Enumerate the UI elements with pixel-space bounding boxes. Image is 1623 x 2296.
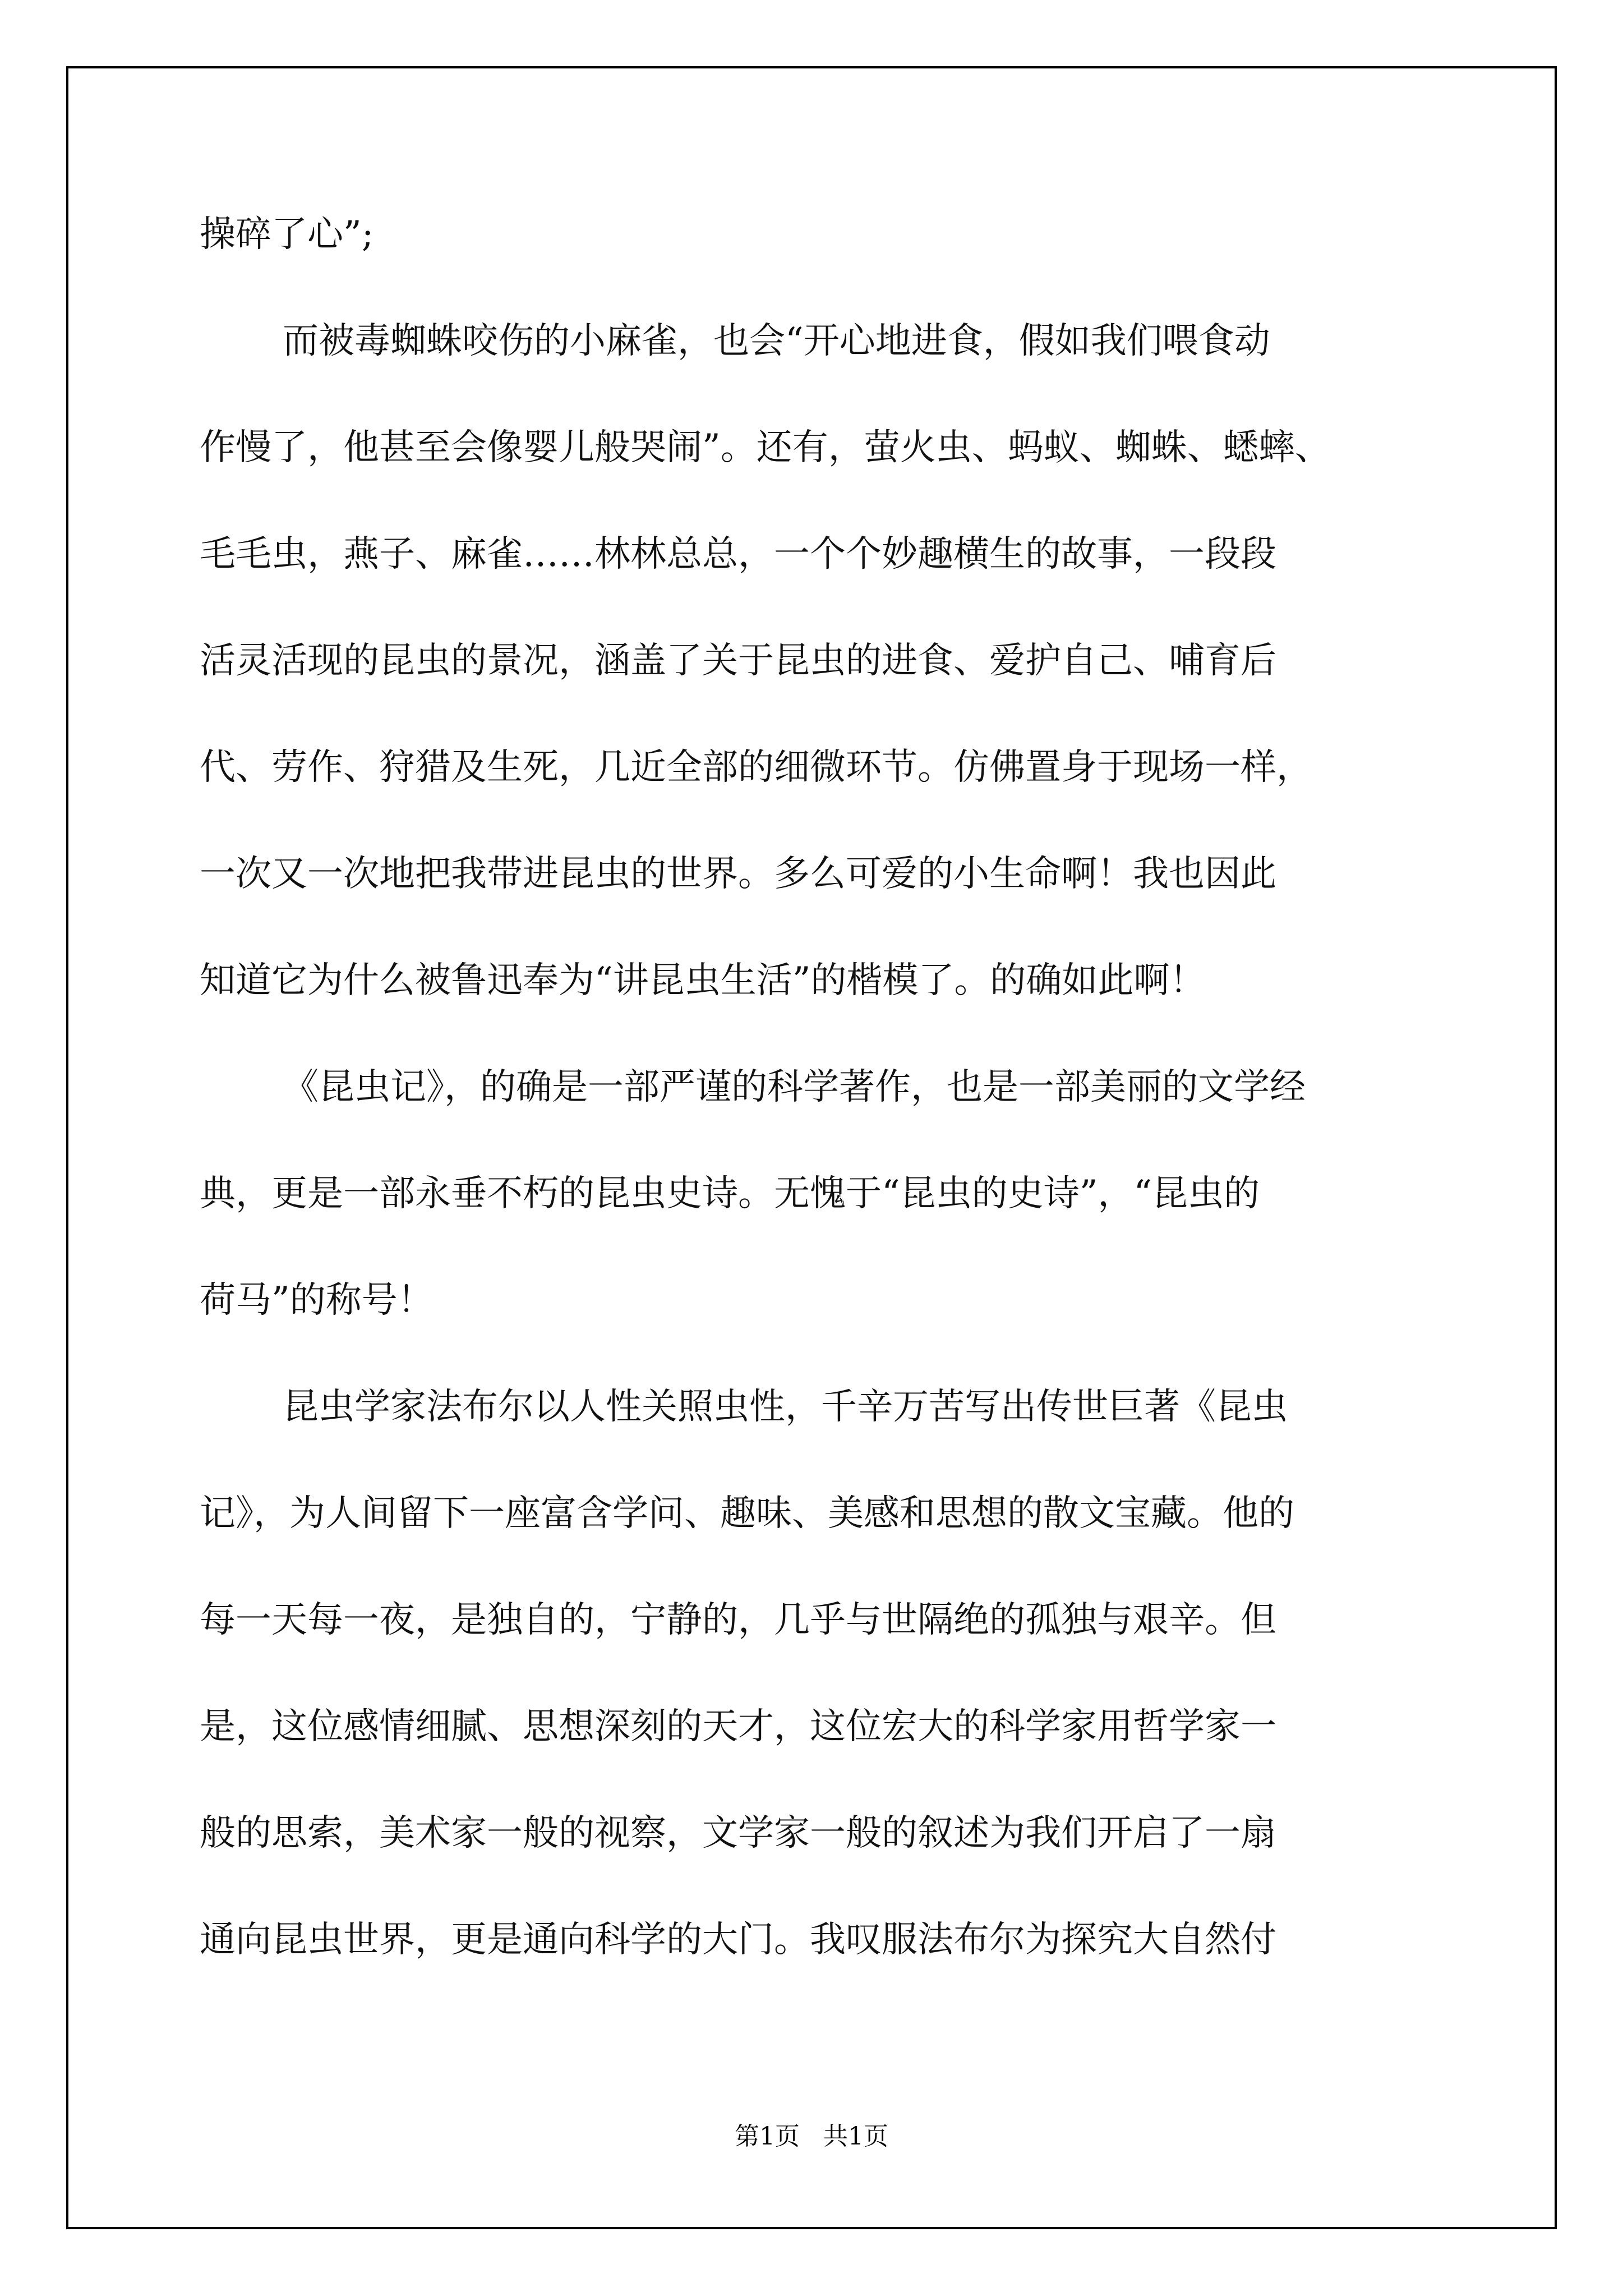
text-line: 记》，为人间留下一座富含学问、趣味、美感和思想的散文宝藏。他的 [200, 1493, 1294, 1534]
text-line: 知道它为什么被鲁迅奉为“讲昆虫生活”的楷模了。的确如此啊！ [200, 960, 1206, 1001]
document-body [200, 214, 1445, 2028]
text-line: 毛毛虫，燕子、麻雀……林林总总，一个个妙趣横生的故事，一段段 [200, 533, 1276, 575]
text-line: 活灵活现的昆虫的景况，涵盖了关于昆虫的进食、爱护自己、哺育后 [200, 640, 1276, 682]
text-line: 是，这位感情细腻、思想深刻的天才，这位宏大的科学家用哲学家一 [200, 1706, 1276, 1747]
text-line: 操碎了心”; [200, 214, 374, 255]
text-line: 代、劳作、狩猎及生死，几近全部的细微环节。仿佛置身于现场一样， [200, 747, 1312, 788]
text-line: 昆虫学家法布尔以人性关照虫性，千辛万苦写出传世巨著《昆虫 [283, 1386, 1288, 1428]
page-footer: 第1页 共1页 [735, 2122, 888, 2151]
text-line: 般的思索，美术家一般的视察，文学家一般的叙述为我们开启了一扇 [200, 1812, 1276, 1854]
text-line: 一次又一次地把我带进昆虫的世界。多么可爱的小生命啊！我也因此 [200, 853, 1276, 895]
text-line: 通向昆虫世界，更是通向科学的大门。我叹服法布尔为探究大自然付 [200, 1919, 1276, 1961]
text-line: 《昆虫记》，的确是一部严谨的科学著作，也是一部美丽的文学经 [283, 1066, 1306, 1108]
text-line: 而被毒蜘蛛咬伤的小麻雀，也会“开心地进食，假如我们喂食动 [283, 320, 1270, 362]
text-line: 作慢了，他甚至会像婴儿般哭闹”。还有，萤火虫、蚂蚁、蜘蛛、蟋蟀、 [200, 427, 1331, 468]
text-line: 荷马”的称号！ [200, 1280, 434, 1321]
text-line: 每一天每一夜，是独自的，宁静的，几乎与世隔绝的孤独与艰辛。但 [200, 1599, 1276, 1641]
text-line: 典，更是一部永垂不朽的昆虫史诗。无愧于“昆虫的史诗”，“昆虫的 [200, 1173, 1260, 1214]
